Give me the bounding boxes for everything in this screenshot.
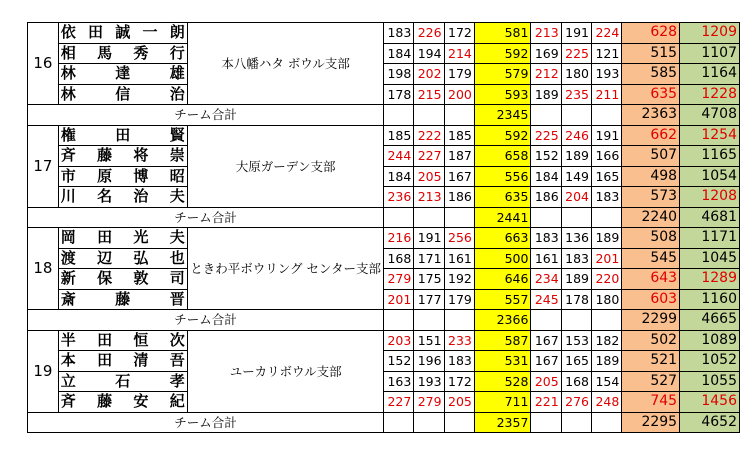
empty-cell bbox=[384, 412, 414, 433]
player-row bbox=[28, 43, 740, 64]
game-score: 180 bbox=[592, 289, 622, 310]
game-score: 193 bbox=[592, 64, 622, 85]
team-total-row bbox=[28, 412, 740, 433]
game-score: 220 bbox=[592, 269, 622, 290]
game-score: 279 bbox=[384, 269, 414, 290]
team-total-score: 4665 bbox=[680, 310, 740, 331]
game-score: 171 bbox=[414, 248, 444, 269]
second-series: 545 bbox=[622, 248, 680, 269]
game-score: 235 bbox=[561, 84, 591, 105]
player-row bbox=[28, 64, 740, 85]
game-score: 204 bbox=[561, 187, 591, 208]
game-score: 177 bbox=[414, 289, 444, 310]
game-score: 168 bbox=[561, 371, 591, 392]
second-series: 662 bbox=[622, 125, 680, 146]
first-series: 587 bbox=[474, 330, 531, 351]
game-score: 178 bbox=[384, 84, 414, 105]
player-name: 権田賢 bbox=[58, 125, 187, 146]
game-score: 161 bbox=[531, 248, 561, 269]
empty-cell bbox=[592, 412, 622, 433]
game-score: 183 bbox=[444, 351, 474, 372]
game-score: 178 bbox=[561, 289, 591, 310]
second-series: 603 bbox=[622, 289, 680, 310]
game-score: 186 bbox=[531, 187, 561, 208]
player-row bbox=[28, 166, 740, 187]
player-row bbox=[28, 269, 740, 290]
game-score: 163 bbox=[384, 371, 414, 392]
empty-cell bbox=[444, 105, 474, 126]
game-score: 202 bbox=[414, 64, 444, 85]
team-second-series: 2295 bbox=[622, 412, 680, 433]
first-series: 593 bbox=[474, 84, 531, 105]
team-total-label: チーム合計 bbox=[28, 412, 384, 433]
game-score: 224 bbox=[592, 23, 622, 44]
player-row bbox=[28, 392, 740, 413]
first-series: 581 bbox=[474, 23, 531, 44]
player-name: 斎藤晋 bbox=[58, 289, 187, 310]
first-series: 711 bbox=[474, 392, 531, 413]
player-name: 岡田光夫 bbox=[58, 228, 187, 249]
team-second-series: 2363 bbox=[622, 105, 680, 126]
empty-cell bbox=[414, 310, 444, 331]
player-name: 市原博昭 bbox=[58, 166, 187, 187]
player-row bbox=[28, 228, 740, 249]
game-score: 161 bbox=[444, 248, 474, 269]
game-score: 152 bbox=[531, 146, 561, 167]
total-score: 1228 bbox=[680, 84, 740, 105]
game-score: 167 bbox=[531, 330, 561, 351]
player-row bbox=[28, 125, 740, 146]
first-series: 531 bbox=[474, 351, 531, 372]
team-number: 16 bbox=[28, 23, 59, 105]
empty-cell bbox=[384, 207, 414, 228]
game-score: 185 bbox=[384, 125, 414, 146]
game-score: 183 bbox=[384, 23, 414, 44]
game-score: 205 bbox=[414, 166, 444, 187]
first-series: 592 bbox=[474, 43, 531, 64]
game-score: 183 bbox=[592, 187, 622, 208]
game-score: 165 bbox=[592, 166, 622, 187]
empty-cell bbox=[592, 207, 622, 228]
game-score: 189 bbox=[561, 146, 591, 167]
second-series: 628 bbox=[622, 23, 680, 44]
team-number: 18 bbox=[28, 228, 59, 310]
game-score: 245 bbox=[531, 289, 561, 310]
total-score: 1171 bbox=[680, 228, 740, 249]
total-score: 1254 bbox=[680, 125, 740, 146]
game-score: 172 bbox=[444, 371, 474, 392]
game-score: 279 bbox=[414, 392, 444, 413]
team-total-row bbox=[28, 310, 740, 331]
first-series: 646 bbox=[474, 269, 531, 290]
player-name: 渡辺弘也 bbox=[58, 248, 187, 269]
game-score: 213 bbox=[531, 23, 561, 44]
second-series: 507 bbox=[622, 146, 680, 167]
game-score: 165 bbox=[561, 351, 591, 372]
team-first-series: 2441 bbox=[474, 207, 531, 228]
game-score: 121 bbox=[592, 43, 622, 64]
team-total-score: 4681 bbox=[680, 207, 740, 228]
player-name: 本田清吾 bbox=[58, 351, 187, 372]
second-series: 527 bbox=[622, 371, 680, 392]
player-row bbox=[28, 371, 740, 392]
player-name: 新保敦司 bbox=[58, 269, 187, 290]
second-series: 515 bbox=[622, 43, 680, 64]
game-score: 172 bbox=[444, 23, 474, 44]
empty-cell bbox=[384, 105, 414, 126]
first-series: 557 bbox=[474, 289, 531, 310]
player-name: 相馬秀行 bbox=[58, 43, 187, 64]
game-score: 225 bbox=[531, 125, 561, 146]
team-number: 19 bbox=[28, 330, 59, 412]
empty-cell bbox=[592, 310, 622, 331]
team-second-series: 2240 bbox=[622, 207, 680, 228]
first-series: 663 bbox=[474, 228, 531, 249]
game-score: 152 bbox=[384, 351, 414, 372]
game-score: 194 bbox=[414, 43, 444, 64]
player-row bbox=[28, 23, 740, 44]
game-score: 151 bbox=[414, 330, 444, 351]
team-first-series: 2357 bbox=[474, 412, 531, 433]
team-total-score: 4652 bbox=[680, 412, 740, 433]
second-series: 585 bbox=[622, 64, 680, 85]
game-score: 179 bbox=[444, 289, 474, 310]
game-score: 244 bbox=[384, 146, 414, 167]
empty-cell bbox=[561, 412, 591, 433]
team-second-series: 2299 bbox=[622, 310, 680, 331]
game-score: 213 bbox=[414, 187, 444, 208]
game-score: 215 bbox=[414, 84, 444, 105]
empty-cell bbox=[561, 207, 591, 228]
second-series: 643 bbox=[622, 269, 680, 290]
game-score: 216 bbox=[384, 228, 414, 249]
center-name: ユーカリボウル支部 bbox=[188, 330, 384, 412]
game-score: 227 bbox=[384, 392, 414, 413]
game-score: 166 bbox=[592, 146, 622, 167]
game-score: 256 bbox=[444, 228, 474, 249]
second-series: 635 bbox=[622, 84, 680, 105]
empty-cell bbox=[531, 310, 561, 331]
player-name: 林達雄 bbox=[58, 64, 187, 85]
game-score: 214 bbox=[444, 43, 474, 64]
game-score: 183 bbox=[531, 228, 561, 249]
player-row bbox=[28, 330, 740, 351]
game-score: 169 bbox=[531, 43, 561, 64]
total-score: 1208 bbox=[680, 187, 740, 208]
game-score: 276 bbox=[561, 392, 591, 413]
game-score: 225 bbox=[561, 43, 591, 64]
empty-cell bbox=[444, 412, 474, 433]
total-score: 1055 bbox=[680, 371, 740, 392]
team-total-label: チーム合計 bbox=[28, 207, 384, 228]
game-score: 189 bbox=[561, 269, 591, 290]
game-score: 226 bbox=[414, 23, 444, 44]
empty-cell bbox=[384, 310, 414, 331]
empty-cell bbox=[531, 412, 561, 433]
team-first-series: 2345 bbox=[474, 105, 531, 126]
total-score: 1107 bbox=[680, 43, 740, 64]
second-series: 745 bbox=[622, 392, 680, 413]
game-score: 184 bbox=[531, 166, 561, 187]
game-score: 200 bbox=[444, 84, 474, 105]
player-name: 依田誠一朗 bbox=[58, 23, 187, 44]
total-score: 1164 bbox=[680, 64, 740, 85]
empty-cell bbox=[561, 105, 591, 126]
game-score: 186 bbox=[444, 187, 474, 208]
total-score: 1160 bbox=[680, 289, 740, 310]
second-series: 508 bbox=[622, 228, 680, 249]
total-score: 1209 bbox=[680, 23, 740, 44]
game-score: 205 bbox=[444, 392, 474, 413]
center-name: ときわ平ボウリング センター支部 bbox=[188, 228, 384, 310]
game-score: 211 bbox=[592, 84, 622, 105]
game-score: 205 bbox=[531, 371, 561, 392]
player-row bbox=[28, 289, 740, 310]
game-score: 180 bbox=[561, 64, 591, 85]
first-series: 528 bbox=[474, 371, 531, 392]
second-series: 573 bbox=[622, 187, 680, 208]
game-score: 175 bbox=[414, 269, 444, 290]
team-first-series: 2366 bbox=[474, 310, 531, 331]
player-row bbox=[28, 84, 740, 105]
game-score: 136 bbox=[561, 228, 591, 249]
game-score: 248 bbox=[592, 392, 622, 413]
game-score: 201 bbox=[592, 248, 622, 269]
game-score: 221 bbox=[531, 392, 561, 413]
game-score: 184 bbox=[384, 166, 414, 187]
player-name: 林信治 bbox=[58, 84, 187, 105]
second-series: 521 bbox=[622, 351, 680, 372]
second-series: 498 bbox=[622, 166, 680, 187]
team-number: 17 bbox=[28, 125, 59, 207]
game-score: 149 bbox=[561, 166, 591, 187]
game-score: 191 bbox=[414, 228, 444, 249]
team-total-label: チーム合計 bbox=[28, 310, 384, 331]
game-score: 222 bbox=[414, 125, 444, 146]
game-score: 192 bbox=[444, 269, 474, 290]
game-score: 201 bbox=[384, 289, 414, 310]
game-score: 203 bbox=[384, 330, 414, 351]
empty-cell bbox=[531, 207, 561, 228]
total-score: 1052 bbox=[680, 351, 740, 372]
game-score: 185 bbox=[444, 125, 474, 146]
total-score: 1165 bbox=[680, 146, 740, 167]
game-score: 168 bbox=[384, 248, 414, 269]
game-score: 189 bbox=[531, 84, 561, 105]
game-score: 196 bbox=[414, 351, 444, 372]
empty-cell bbox=[444, 207, 474, 228]
total-score: 1045 bbox=[680, 248, 740, 269]
game-score: 191 bbox=[561, 23, 591, 44]
first-series: 556 bbox=[474, 166, 531, 187]
player-name: 斉藤安紀 bbox=[58, 392, 187, 413]
second-series: 502 bbox=[622, 330, 680, 351]
empty-cell bbox=[414, 412, 444, 433]
game-score: 191 bbox=[592, 125, 622, 146]
game-score: 227 bbox=[414, 146, 444, 167]
game-score: 154 bbox=[592, 371, 622, 392]
game-score: 183 bbox=[561, 248, 591, 269]
team-total-row bbox=[28, 207, 740, 228]
game-score: 193 bbox=[414, 371, 444, 392]
team-total-label: チーム合計 bbox=[28, 105, 384, 126]
empty-cell bbox=[414, 207, 444, 228]
player-name: 半田恒次 bbox=[58, 330, 187, 351]
team-total-score: 4708 bbox=[680, 105, 740, 126]
total-score: 1456 bbox=[680, 392, 740, 413]
player-name: 立石孝 bbox=[58, 371, 187, 392]
empty-cell bbox=[531, 105, 561, 126]
game-score: 236 bbox=[384, 187, 414, 208]
game-score: 182 bbox=[592, 330, 622, 351]
game-score: 189 bbox=[592, 351, 622, 372]
game-score: 167 bbox=[531, 351, 561, 372]
game-score: 167 bbox=[444, 166, 474, 187]
center-name: 大原ガーデン支部 bbox=[188, 125, 384, 207]
empty-cell bbox=[592, 105, 622, 126]
total-score: 1054 bbox=[680, 166, 740, 187]
total-score: 1289 bbox=[680, 269, 740, 290]
score-table bbox=[27, 22, 740, 433]
first-series: 592 bbox=[474, 125, 531, 146]
first-series: 635 bbox=[474, 187, 531, 208]
total-score: 1089 bbox=[680, 330, 740, 351]
first-series: 500 bbox=[474, 248, 531, 269]
empty-cell bbox=[444, 310, 474, 331]
player-row bbox=[28, 248, 740, 269]
game-score: 189 bbox=[592, 228, 622, 249]
game-score: 198 bbox=[384, 64, 414, 85]
first-series: 658 bbox=[474, 146, 531, 167]
game-score: 212 bbox=[531, 64, 561, 85]
player-row bbox=[28, 351, 740, 372]
game-score: 233 bbox=[444, 330, 474, 351]
game-score: 187 bbox=[444, 146, 474, 167]
game-score: 179 bbox=[444, 64, 474, 85]
empty-cell bbox=[561, 310, 591, 331]
first-series: 579 bbox=[474, 64, 531, 85]
empty-cell bbox=[414, 105, 444, 126]
player-row bbox=[28, 146, 740, 167]
game-score: 234 bbox=[531, 269, 561, 290]
player-name: 川名治夫 bbox=[58, 187, 187, 208]
game-score: 246 bbox=[561, 125, 591, 146]
game-score: 153 bbox=[561, 330, 591, 351]
center-name: 本八幡ハタ ボウル支部 bbox=[188, 23, 384, 105]
player-row bbox=[28, 187, 740, 208]
team-total-row bbox=[28, 105, 740, 126]
game-score: 184 bbox=[384, 43, 414, 64]
player-name: 斉藤将崇 bbox=[58, 146, 187, 167]
